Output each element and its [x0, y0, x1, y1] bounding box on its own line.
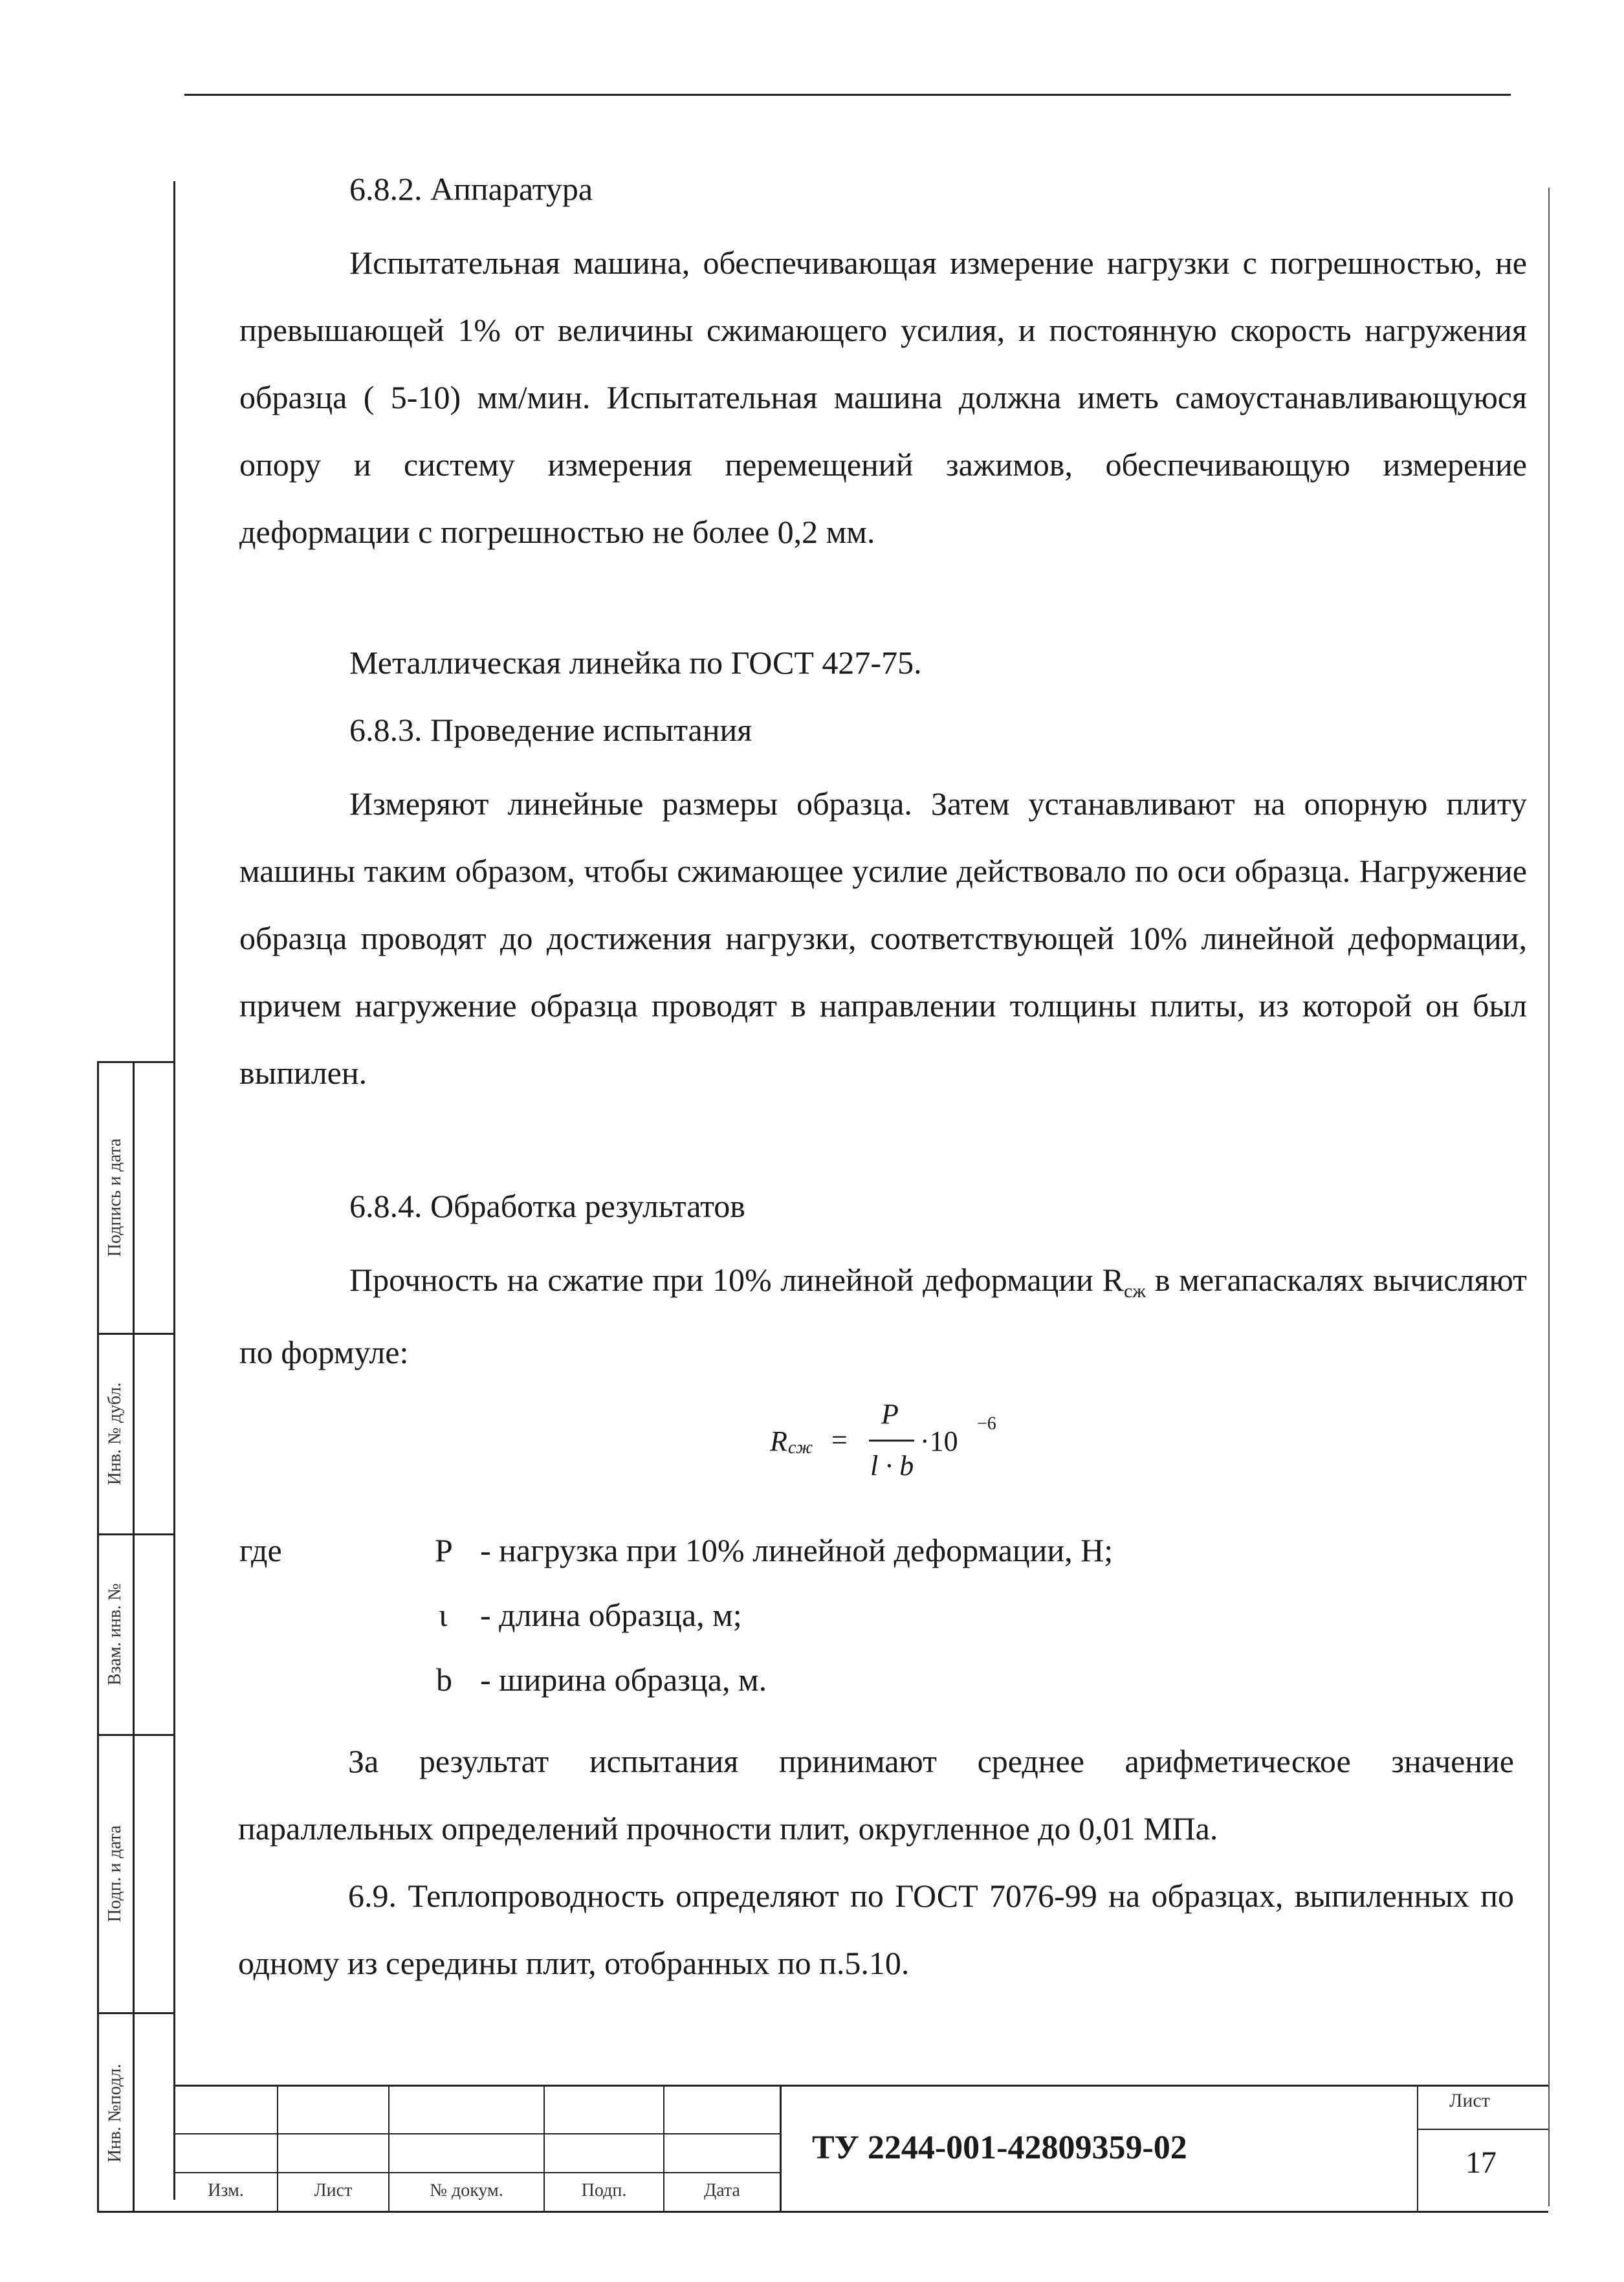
formula-lhs: R	[770, 1425, 787, 1457]
strength-text-post: в мегапаскалях вычисляют по формуле:	[239, 1262, 1527, 1370]
column-header-change: Изм.	[208, 2180, 244, 2200]
formula-equals: =	[831, 1424, 848, 1456]
paragraph-strength	[239, 1246, 1527, 1386]
title-block-col-5	[780, 2085, 782, 2211]
definition-l-symbol: ι	[439, 1597, 448, 1633]
side-label-sign-date-2: Подп. и дата	[105, 1825, 125, 1922]
definition-p-symbol: P	[435, 1532, 453, 1568]
formula-lhs-subscript: сж	[788, 1438, 813, 1458]
side-divider-1	[97, 1333, 175, 1335]
section-6-8-2-heading: 6.8.2. Аппаратура	[349, 171, 593, 207]
column-header-signature: Подп.	[581, 2180, 627, 2200]
definition-l-text: - длина образца, м;	[480, 1597, 742, 1633]
top-border-line	[184, 94, 1511, 96]
right-frame-line	[1548, 188, 1550, 2206]
title-block-bottom	[97, 2211, 1548, 2213]
strength-text-pre: Прочность на сжатие при 10% линейной деформации R	[349, 1262, 1124, 1298]
title-block-row-1	[173, 2133, 782, 2134]
formula-denominator: l · b	[870, 1450, 914, 1482]
document-code: ТУ 2244-001-42809359-02	[812, 2129, 1187, 2166]
formula-multiplier: ·10	[920, 1425, 958, 1457]
formula-fraction-bar	[869, 1440, 914, 1442]
title-block-col-6	[1417, 2085, 1418, 2211]
side-column-left	[97, 1061, 99, 2213]
where-word: где	[239, 1532, 282, 1568]
strength-formula	[770, 1391, 1029, 1514]
paragraph-6-9: 6.9. Теплопроводность определяют по ГОСТ 7076-99 на образцах, выпиленных по одному из середины плит, отобранных по п.5.10.	[238, 1878, 1514, 1981]
side-divider-2	[97, 1533, 175, 1535]
paragraph-measurement: Измеряют линейные размеры образца. Затем устанавливают на опорную плиту машины таким образом, чтобы сжимающее усилие действовало по оси образца. Нагружение образца проводят до достижения нагрузки, соответствующей 10% линейной деформации, причем нагружение образца проводят в направлении толщины плиты, из которой он был выпилен.	[239, 785, 1527, 1091]
formula-exponent: −6	[977, 1414, 996, 1434]
sheet-number: 17	[1465, 2145, 1497, 2180]
definition-b-symbol: b	[436, 1662, 452, 1698]
side-column-top	[97, 1061, 175, 1063]
left-frame-line	[173, 181, 175, 2200]
column-header-date: Дата	[704, 2180, 740, 2200]
side-column-mid	[133, 1061, 135, 2213]
section-6-8-4-heading: 6.8.4. Обработка результатов	[349, 1188, 745, 1224]
side-divider-4	[97, 2012, 175, 2014]
side-label-replace-inv: Взам. инв. №	[105, 1583, 125, 1685]
side-label-signature-date: Подпись и дата	[105, 1138, 125, 1257]
title-block-row-2	[173, 2172, 782, 2173]
side-label-orig-inv: Инв. №подл.	[105, 2063, 125, 2163]
column-header-doc-number: № докум.	[430, 2180, 503, 2200]
paragraph-ruler: Металлическая линейка по ГОСТ 427-75.	[349, 644, 922, 681]
definition-b-text: - ширина образца, м.	[480, 1662, 767, 1698]
column-header-sheet: Лист	[314, 2180, 353, 2200]
section-6-8-3-heading: 6.8.3. Проведение испытания	[349, 712, 752, 748]
sheet-label: Лист	[1449, 2090, 1490, 2111]
side-divider-3	[97, 1734, 175, 1736]
formula-numerator: P	[881, 1398, 899, 1430]
definition-p-text: - нагрузка при 10% линейной деформации, Н;	[480, 1532, 1114, 1568]
strength-subscript: сж	[1123, 1280, 1147, 1302]
paragraph-result: За результат испытания принимают среднее арифметическое значение параллельных определений прочности плит, округленное до 0,01 МПа.	[238, 1743, 1514, 1847]
title-block-sheet-divider	[1417, 2129, 1548, 2130]
paragraph-test-machine: Испытательная машина, обеспечивающая измерение нагрузки с погрешностью, не превышающей 1% от величины сжимающего усилия, и постоянную скорость нагружения образца ( 5-10) мм/мин. Испытательная машина должна иметь самоустанавливающуюся опору и систему измерения перемещений зажимов, обеспечивающую измерение деформации с погрешностью не более 0,2 мм.	[239, 245, 1527, 550]
side-label-dup-inv: Инв. № дубл.	[105, 1382, 125, 1486]
title-block-top	[173, 2085, 1548, 2087]
